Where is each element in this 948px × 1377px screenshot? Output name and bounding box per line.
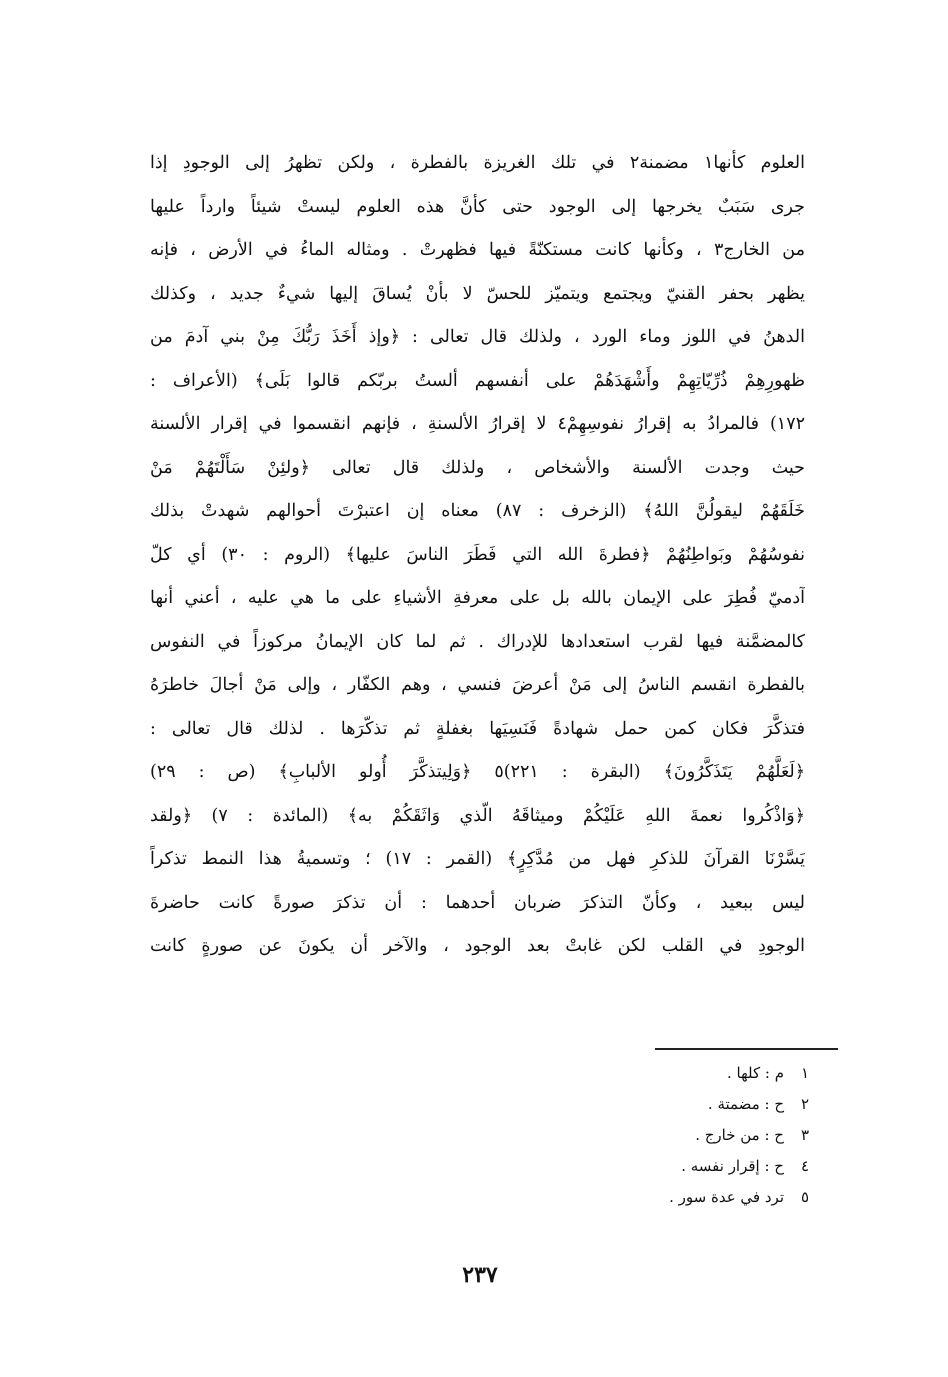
footnote-text: ح : إقرار نفسه .: [681, 1157, 784, 1175]
footnote-item: [520, 1182, 820, 1213]
footnote-item: [520, 1120, 820, 1151]
text-line: يظهر بحفر القنيّ ويجتمع ويتميّز للحسّ لا بأنْ يُساقَ إليها شيءٌ جديد ، وكذلك: [150, 283, 805, 304]
text-line: ظهورِهِمْ ذُرِّيّاتِهِمْ وأَشْهَدَهُمْ على أنفسهم ألستُ بربّكم قالوا بَلَى﴾ (الأعراف :: [150, 370, 805, 391]
text-line: العلوم كأنها١ مضمنة٢ في تلك الغريزة بالفطرة ، ولكن تظهرُ إلى الوجودِ إذا: [150, 153, 805, 173]
text-line: الوجودِ في القلب لكن غابتْ بعد الوجود ، والآخر أن يكونَ عن صورةٍ كانت: [150, 936, 805, 956]
page-number: ٢٣٧: [462, 1262, 498, 1288]
footnote-number: ٤: [800, 1157, 810, 1175]
text-line: ﴿لَعَلَّهُمْ يَتَذَكَّرُونَ﴾ (البقرة : ٢٢١)٥ ﴿وَلِيتذكَّرَ أُولو الألبابِ﴾ (ص : ٢٩): [150, 762, 805, 782]
text-line: خَلَقَهُمْ ليقولُنَّ اللهُ﴾ (الزخرف : ٨٧) معناه إن اعتبرْتَ أحوالهم شهدتْ بذلك: [150, 501, 805, 521]
footnote-number: ١: [800, 1064, 810, 1082]
text-line: نفوسُهُمْ وبَواطِنُهُمْ ﴿فطرةَ الله التي فَطَرَ الناسَ عليها﴾ (الروم : ٣٠) أي كلّ: [150, 544, 805, 565]
text-line: ١٧٢) فالمرادُ به إقرارُ نفوسِهِمْ٤ لا إقرارُ الألسنةِ ، فإنهم انقسموا في إقرار الألسنة: [150, 414, 805, 434]
text-line: الدهنُ في اللوز وماء الورد ، ولذلك قال تعالى : ﴿وإذ أَخَذَ رَبُّكَ مِنْ بني آدمَ من: [150, 327, 805, 347]
text-line: كالمضمَّنة فيها لقرب استعدادها للإدراك . ثم لما كان الإيمانُ مركوزاً في النفوس: [150, 631, 805, 652]
footnote-text: ح : من خارج .: [695, 1126, 784, 1144]
footnotes: [520, 1058, 820, 1213]
footnote-item: [520, 1058, 820, 1089]
text-line: حيث وجدت الألسنة والأشخاص ، ولذلك قال تعالى ﴿ولئِنْ سَأَلْتَهُمْ مَنْ: [150, 457, 805, 478]
footnote-item: [520, 1151, 820, 1182]
footnote-text: ح : مضمتة .: [707, 1095, 784, 1113]
footnote-text: م : كلها .: [726, 1064, 784, 1082]
text-line: جرى سَبَبٌ يخرجها إلى الوجود حتى كأنَّ هذه العلوم ليستْ شيئاً وارداً عليها: [150, 196, 805, 217]
footnote-number: ٥: [800, 1188, 810, 1206]
footnote-text: ترد في عدة سور .: [669, 1188, 784, 1206]
text-line: من الخارج٣ ، وكأنها كانت مستكنّةً فيها فظهرتْ . ومثاله الماءُ في الأرض ، فإنه: [150, 240, 805, 260]
text-line: ليس ببعيد ، وكأنّ التذكرَ ضربان أحدهما : أن تذكرَ صورةً كانت حاضرةَ: [150, 892, 805, 913]
footnote-item: [520, 1089, 820, 1120]
footnote-number: ٢: [800, 1095, 810, 1113]
text-line: بالفطرة انقسم الناسُ إلى مَنْ أعرضَ فنسي ، وهم الكفّار ، وإلى مَنْ أجالَ خاطرَهُ: [150, 675, 805, 695]
footnote-number: ٣: [800, 1126, 810, 1144]
main-text: [150, 142, 805, 969]
text-line: يَسَّرْنَا القرآنَ للذكرِ فهل من مُدَّكِرٍ﴾ (القمر : ١٧) ؛ وتسميةُ هذا النمط تذكراً: [150, 849, 805, 869]
footnote-divider: [655, 1048, 838, 1050]
text-line: فتذكَّرَ فكان كمن حمل شهادةً فَنَسِيَها بغفلةٍ ثم تذكّرَها . لذلك قال تعالى :: [150, 718, 805, 739]
text-line: آدميّ فُطِرَ على الإيمان بالله بل على معرفةِ الأشياءِ على ما هي عليه ، أعني أنها: [150, 588, 805, 608]
text-line: ﴿وَاذْكُروا نعمةَ اللهِ عَلَيْكُمْ وميثاقَهُ الّذي وَاثَقَكُمْ به﴾ (المائدة : ٧) ﴿ولقد: [150, 805, 805, 826]
